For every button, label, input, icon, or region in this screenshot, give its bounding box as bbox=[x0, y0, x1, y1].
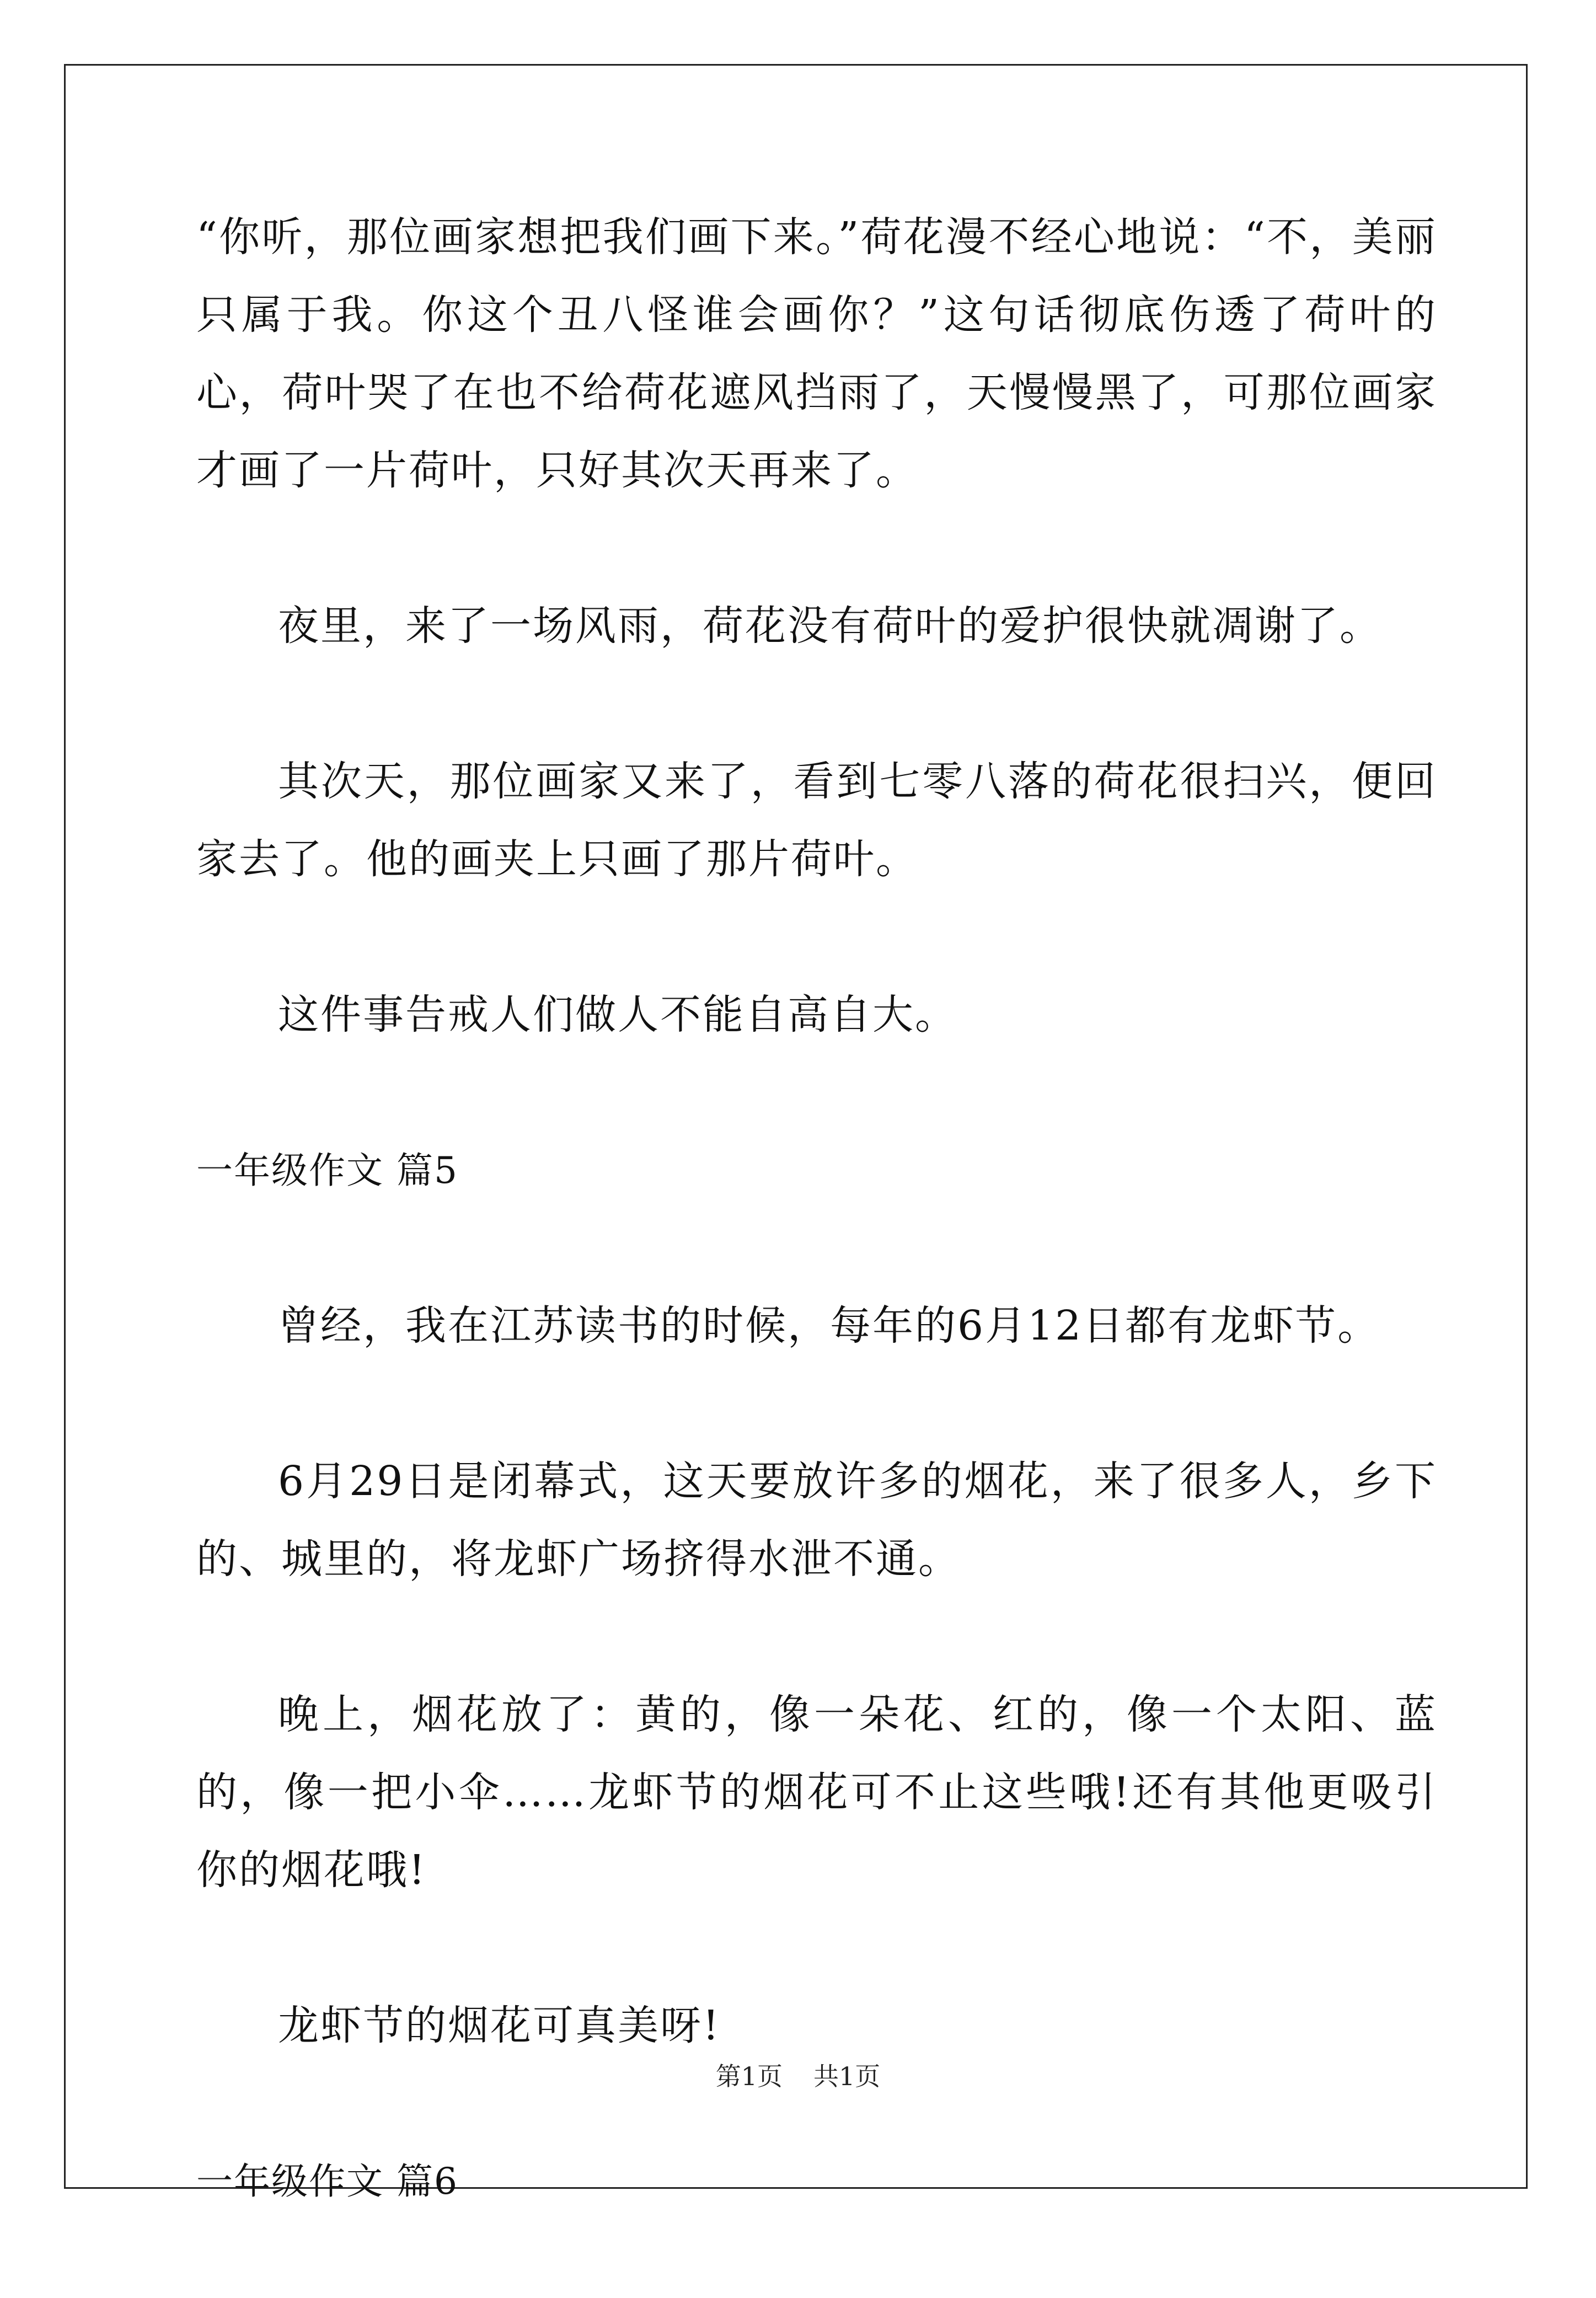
paragraph-painter-returns: 其次天，那位画家又来了，看到七零八落的荷花很扫兴，便回家去了。他的画夹上只画了那片荷叶。 bbox=[196, 758, 1437, 883]
page-total: 共1页 bbox=[813, 2061, 881, 2091]
section-heading-5: 一年级作文 篇5 bbox=[196, 1149, 458, 1192]
paragraph-fireworks-beautiful: 龙虾节的烟花可真美呀! bbox=[278, 2002, 721, 2049]
paragraph-lotus-dialogue: “你听，那位画家想把我们画下来。”荷花漫不经心地说：“不，美丽只属于我。你这个丑八怪谁会画你？”这句话彻底伤透了荷叶的心，荷叶哭了在也不给荷花遮风挡雨了，天慢慢黑了，可那位画家才画了一片荷叶，只好其次天再来了。 bbox=[196, 213, 1437, 494]
document-body bbox=[196, 199, 1437, 2298]
paragraph-closing-ceremony: 6月29日是闭幕式，这天要放许多的烟花，来了很多人，乡下的、城里的，将龙虾广场挤得水泄不通。 bbox=[196, 1458, 1437, 1583]
section-heading-6: 一年级作文 篇6 bbox=[196, 2160, 458, 2203]
paragraph-night-storm: 夜里，来了一场风雨，荷花没有荷叶的爱护很快就凋谢了。 bbox=[278, 602, 1382, 650]
paragraph-moral: 这件事告戒人们做人不能自高自大。 bbox=[278, 991, 957, 1038]
paragraph-fireworks: 晚上，烟花放了：黄的，像一朵花、红的，像一个太阳、蓝的，像一把小伞……龙虾节的烟花可不止这些哦!还有其他更吸引你的烟花哦! bbox=[196, 1691, 1437, 1894]
page-number: 第1页 bbox=[715, 2061, 783, 2091]
paragraph-crayfish-festival: 曾经，我在江苏读书的时候，每年的6月12日都有龙虾节。 bbox=[278, 1302, 1380, 1349]
page-footer bbox=[0, 2060, 1596, 2093]
